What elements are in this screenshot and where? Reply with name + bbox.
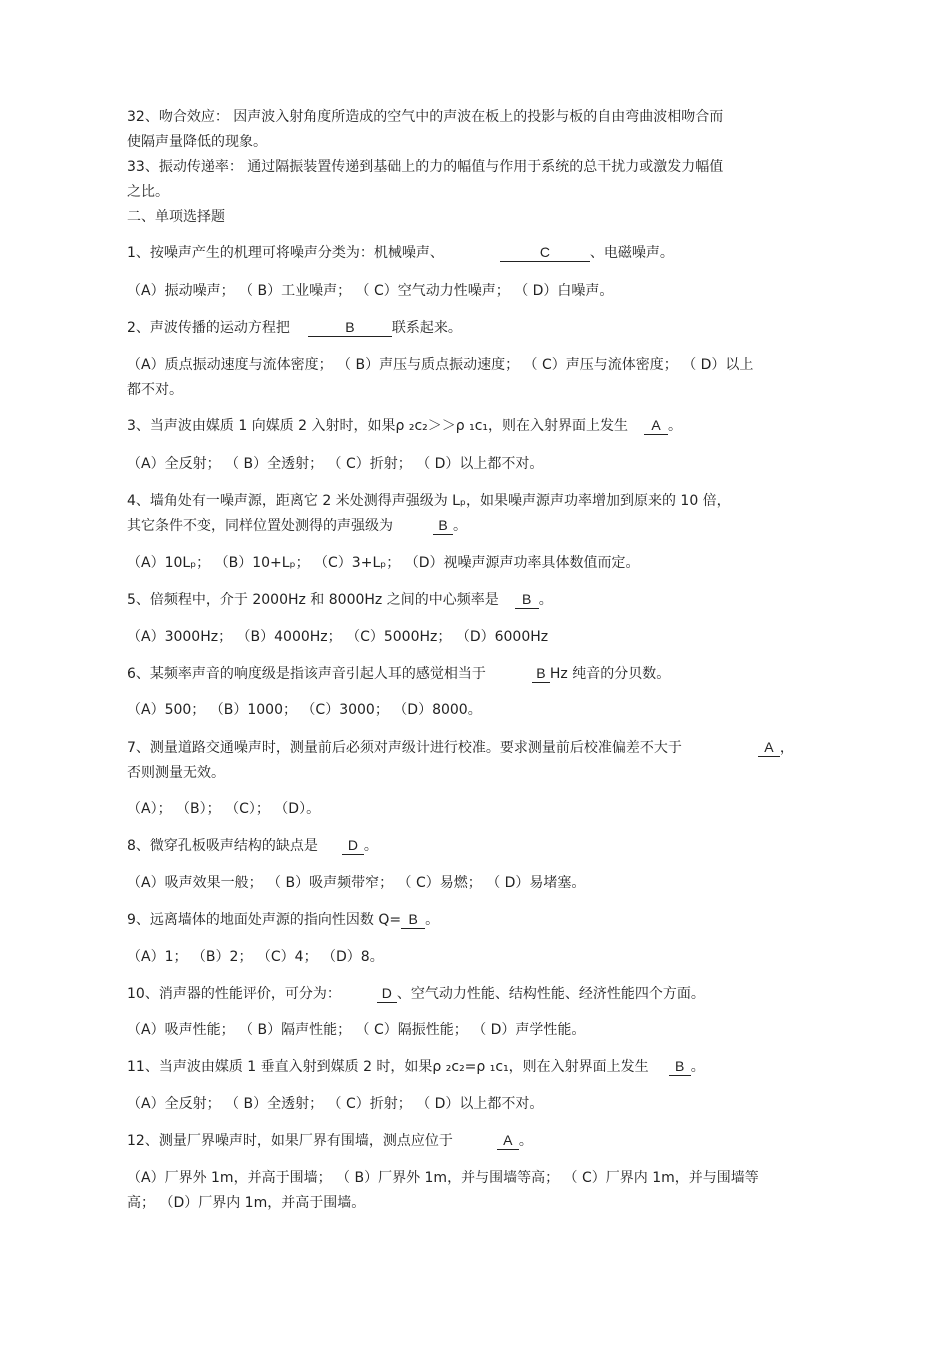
answer-blank: B	[401, 910, 425, 929]
question-6-options: （A）500； （B）1000； （C）3000； （D）8000。	[127, 702, 482, 718]
stem-text: 7、测量道路交通噪声时，测量前后必须对声级计进行校准。要求测量前后校准偏差不大于	[127, 740, 682, 756]
question-2-stem	[127, 318, 462, 338]
question-4-stem: 4、墙角处有一噪声源，距离它 2 米处测得声强级为 Lₚ，如果噪声源声功率增加到原来的 10 倍，	[127, 493, 731, 509]
question-11-options: （A）全反射； （ B）全透射； （ C）折射； （ D）以上都不对。	[127, 1096, 544, 1112]
stem-text: 联系起来。	[391, 320, 462, 336]
stem-text: 、电磁噪声。	[589, 245, 674, 261]
stem-text: 8、微穿孔板吸声结构的缺点是	[127, 838, 318, 854]
question-7-stem	[127, 738, 794, 758]
stem-text: 、空气动力性能、结构性能、经济性能四个方面。	[396, 986, 705, 1002]
stem-text: Hz 纯音的分贝数。	[549, 666, 671, 682]
answer-blank: A	[644, 416, 668, 435]
answer-blank: A	[758, 738, 780, 757]
stem-text: 其它条件不变，同样位置处测得的声强级为	[127, 518, 393, 534]
answer-blank: B	[532, 664, 550, 683]
question-12-stem	[127, 1131, 533, 1151]
stem-text: 5、倍频程中，介于 2000Hz 和 8000Hz 之间的中心频率是	[127, 592, 499, 608]
stem-text: 3、当声波由媒质 1 向媒质 2 入射时，如果ρ ₂c₂＞＞ρ ₁c₁，则在入射界面上发生	[127, 418, 629, 434]
question-11-stem	[127, 1057, 705, 1077]
answer-blank: B	[669, 1057, 691, 1076]
stem-text: 。	[668, 418, 683, 434]
question-5-options: （A）3000Hz； （B）4000Hz； （C）5000Hz； （D）6000Hz	[127, 629, 549, 645]
answer-blank: A	[497, 1131, 519, 1150]
question-8-stem	[127, 836, 378, 856]
answer-blank: B	[433, 516, 453, 535]
question-7-stem-cont: 否则测量无效。	[127, 765, 225, 781]
definition-33-line2: 之比。	[127, 184, 169, 200]
question-1-options: （A）振动噪声； （ B）工业噪声； （ C）空气动力性噪声； （ D）白噪声。	[127, 283, 614, 299]
question-2-options-cont: 都不对。	[127, 382, 183, 398]
question-2-options: （A）质点振动速度与流体密度； （ B）声压与质点振动速度； （ C）声压与流体密度； （ D）以上	[127, 357, 754, 373]
question-10-stem	[127, 984, 705, 1004]
question-3-options: （A）全反射； （ B）全透射； （ C）折射； （ D）以上都不对。	[127, 456, 544, 472]
section-title: 二、单项选择题	[127, 209, 225, 225]
stem-text: 2、声波传播的运动方程把	[127, 320, 290, 336]
question-4-options: （A）10Lₚ； （B）10+Lₚ； （C）3+Lₚ； （D）视噪声源声功率具体数值而定。	[127, 555, 640, 571]
stem-text: 。	[363, 838, 378, 854]
answer-blank: D	[342, 836, 364, 855]
stem-text: 11、当声波由媒质 1 垂直入射到媒质 2 时，如果ρ ₂c₂=ρ ₁c₁，则在入射界面上发生	[127, 1059, 649, 1075]
definition-32-line2: 使隔声量降低的现象。	[127, 134, 267, 150]
stem-text: 。	[425, 912, 440, 928]
stem-text: 6、某频率声音的响度级是指该声音引起人耳的感觉相当于	[127, 666, 486, 682]
question-6-stem	[127, 664, 670, 684]
question-1-stem	[127, 243, 674, 263]
answer-blank: B	[515, 590, 539, 609]
question-4-stem-cont	[127, 516, 467, 536]
question-5-stem	[127, 590, 553, 610]
stem-text: 。	[538, 592, 553, 608]
stem-text: ，	[779, 740, 794, 756]
stem-text: 。	[690, 1059, 705, 1075]
stem-text: 9、远离墙体的地面处声源的指向性因数 Q=	[127, 912, 402, 928]
question-7-options: （A）； （B）； （C）； （D）。	[127, 801, 321, 817]
question-10-options: （A）吸声性能； （ B）隔声性能； （ C）隔振性能； （ D）声学性能。	[127, 1022, 586, 1038]
stem-text: 10、消声器的性能评价，可分为：	[127, 986, 341, 1002]
question-12-options: （A）厂界外 1m，并高于围墙； （ B）厂界外 1m，并与围墙等高； （ C）厂界内 1m，并与围墙等	[127, 1170, 759, 1186]
question-12-options-cont: 高； （D）厂界内 1m，并高于围墙。	[127, 1195, 366, 1211]
question-8-options: （A）吸声效果一般； （ B）吸声频带窄； （ C）易燃； （ D）易堵塞。	[127, 875, 586, 891]
stem-text: 。	[453, 518, 467, 534]
answer-blank: C	[500, 243, 590, 262]
stem-text: 1、按噪声产生的机理可将噪声分类为：机械噪声、	[127, 245, 444, 261]
question-9-stem	[127, 910, 439, 930]
stem-text: 。	[518, 1133, 533, 1149]
definition-32-line1: 32、吻合效应： 因声波入射角度所造成的空气中的声波在板上的投影与板的自由弯曲波相吻合而	[127, 109, 724, 125]
answer-blank: D	[377, 984, 397, 1003]
question-9-options: （A）1； （B）2； （C）4； （D）8。	[127, 949, 384, 965]
stem-text: 12、测量厂界噪声时，如果厂界有围墙，测点应位于	[127, 1133, 453, 1149]
definition-33-line1: 33、振动传递率： 通过隔振装置传递到基础上的力的幅值与作用于系统的总干扰力或激发力幅值	[127, 159, 724, 175]
question-3-stem	[127, 416, 682, 436]
answer-blank: B	[308, 318, 392, 337]
